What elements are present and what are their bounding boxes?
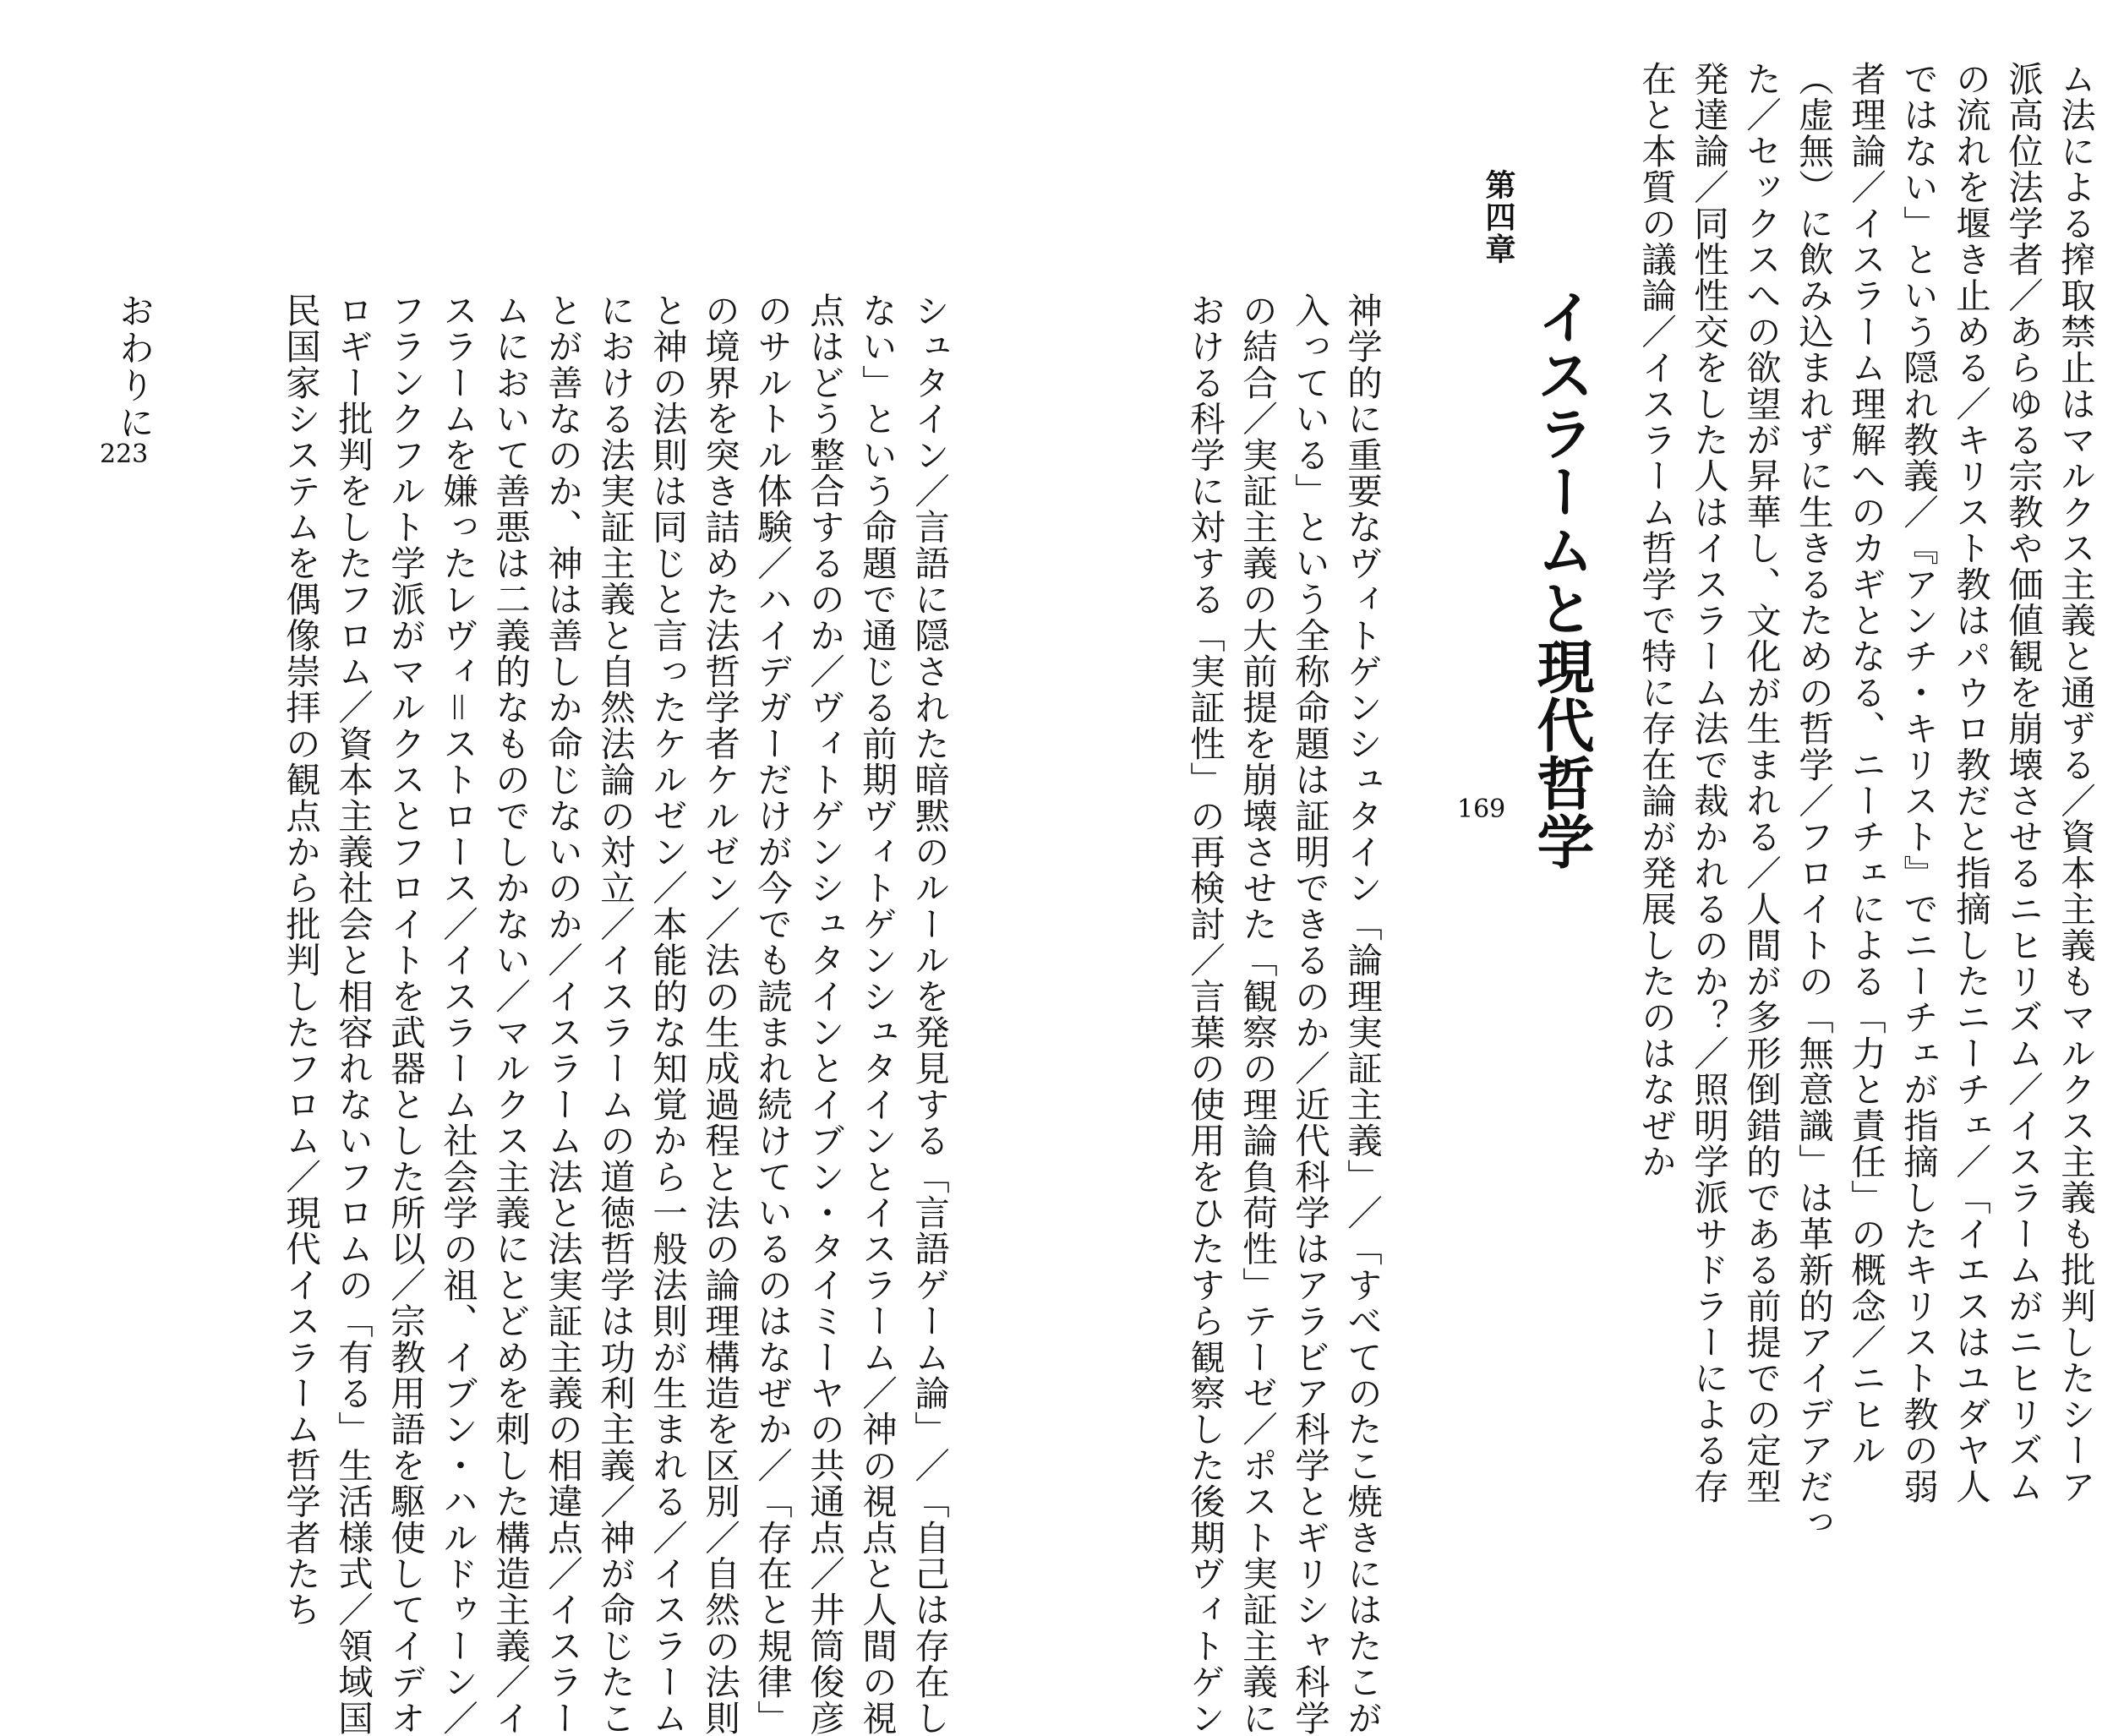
toc-line: 者理論／イスラーム理解へのカギとなる、ニーチェによる「力と責任」の概念／ニヒル (1845, 61, 1886, 1469)
toc-line: ではない」という隠れ教義／『アンチ・キリスト』でニーチェが指摘したキリスト教の弱 (1897, 61, 1939, 1504)
toc-line: 入っている」という全称命題は証明できるのか／近代科学はアラビア科学とギリシャ科学 (1289, 292, 1330, 1736)
toc-line: シュタイン／言語に隠された暗黙のルールを発見する「言語ゲーム論」／「自己は存在し (909, 292, 950, 1736)
toc-line: フランクフルト学派がマルクスとフロイトを武器とした所以／宗教用語を駆使してイデオ (385, 292, 426, 1736)
chapter-title[interactable]: イスラームと現代哲学 (1527, 287, 1594, 871)
toc-line: おける科学に対する「実証性」の再検討／言葉の使用をひたすら観察した後期ヴィトゲン (1184, 292, 1226, 1736)
toc-line: た／セックスへの欲望が昇華し、文化が生まれる／人間が多形倒錯的である前提での定型 (1740, 61, 1782, 1504)
toc-line: 派高位法学者／あらゆる宗教や価値観を崩壊させるニヒリズム／イスラームがニヒリズム (2002, 61, 2044, 1504)
toc-line: と神の法則は同じと言ったケルゼン／本能的な知覚から一般法則が生まれる／イスラーム (647, 292, 688, 1736)
toc-line: の境界を突き詰めた法哲学者ケルゼン／法の生成過程と法の論理構造を区別／自然の法則 (699, 292, 740, 1736)
toc-line: 神学的に重要なヴィトゲンシュタイン「論理実証主義」／「すべてのたこ焼きにはたこが (1341, 292, 1383, 1736)
toc-line: ム法による搾取禁止はマルクス主義と通ずる／資本主義もマルクス主義も批判したシーア (2055, 61, 2096, 1504)
toc-line: ムにおいて善悪は二義的なものでしかない／マルクス主義にとどめを刺した構造主義／イ (489, 292, 531, 1736)
toc-line: 民国家システムを偶像崇拝の観点から批判したフロム／現代イスラーム哲学者たち (280, 292, 321, 1628)
toc-line: （虚無）に飲み込まれずに生きるための哲学／フロイトの「無意識」は革新的アイデアだっ (1793, 61, 1834, 1541)
chapter-label: 第四章 (1481, 169, 1515, 265)
toc-line: の結合／実証主義の大前提を崩壊させた「観察の理論負荷性」テーゼ／ポスト実証主義に (1237, 292, 1278, 1736)
toc-line: ロギー批判をしたフロム／資本主義社会と相容れないフロムの「有る」生活様式／領域国 (332, 292, 374, 1736)
toc-line: とが善なのか、神は善しか命じないのか／イスラーム法と法実証主義の相違点／イスラー (542, 292, 583, 1736)
toc-line: における法実証主義と自然法論の対立／イスラームの道徳哲学は功利主義／神が命じたこ (594, 292, 636, 1736)
toc-line: 発達論／同性性交をした人はイスラーム法で裁かれるのか？／照明学派サドラーによる存 (1688, 61, 1729, 1504)
chapter-page-number: 169 (1457, 794, 1506, 824)
toc-line: 在と本質の議論／イスラーム哲学で特に存在論が発展したのはなぜか (1635, 61, 1677, 1180)
toc-line: 点はどう整合するのか／ヴィトゲンシュタインとイブン・タイミーヤの共通点／井筒俊彦 (804, 292, 845, 1736)
toc-line: スラームを嫌ったレヴィ＝ストロース／イスラーム社会学の祖、イブン・ハルドゥーン／ (437, 292, 478, 1736)
toc-line: のサルトル体験／ハイデガーだけが今でも読まれ続けているのはなぜか／「存在と規律」 (751, 292, 793, 1736)
owari-title[interactable]: おわりに (114, 292, 156, 441)
toc-line: の流れを堰き止める／キリスト教はパウロ教だと指摘したニーチェ／「イエスはユダヤ人 (1950, 61, 1991, 1504)
toc-line: ない」という命題で通じる前期ヴィトゲンシュタインとイスラーム／神の視点と人間の視 (856, 292, 898, 1736)
owari-page-number: 223 (100, 439, 149, 469)
